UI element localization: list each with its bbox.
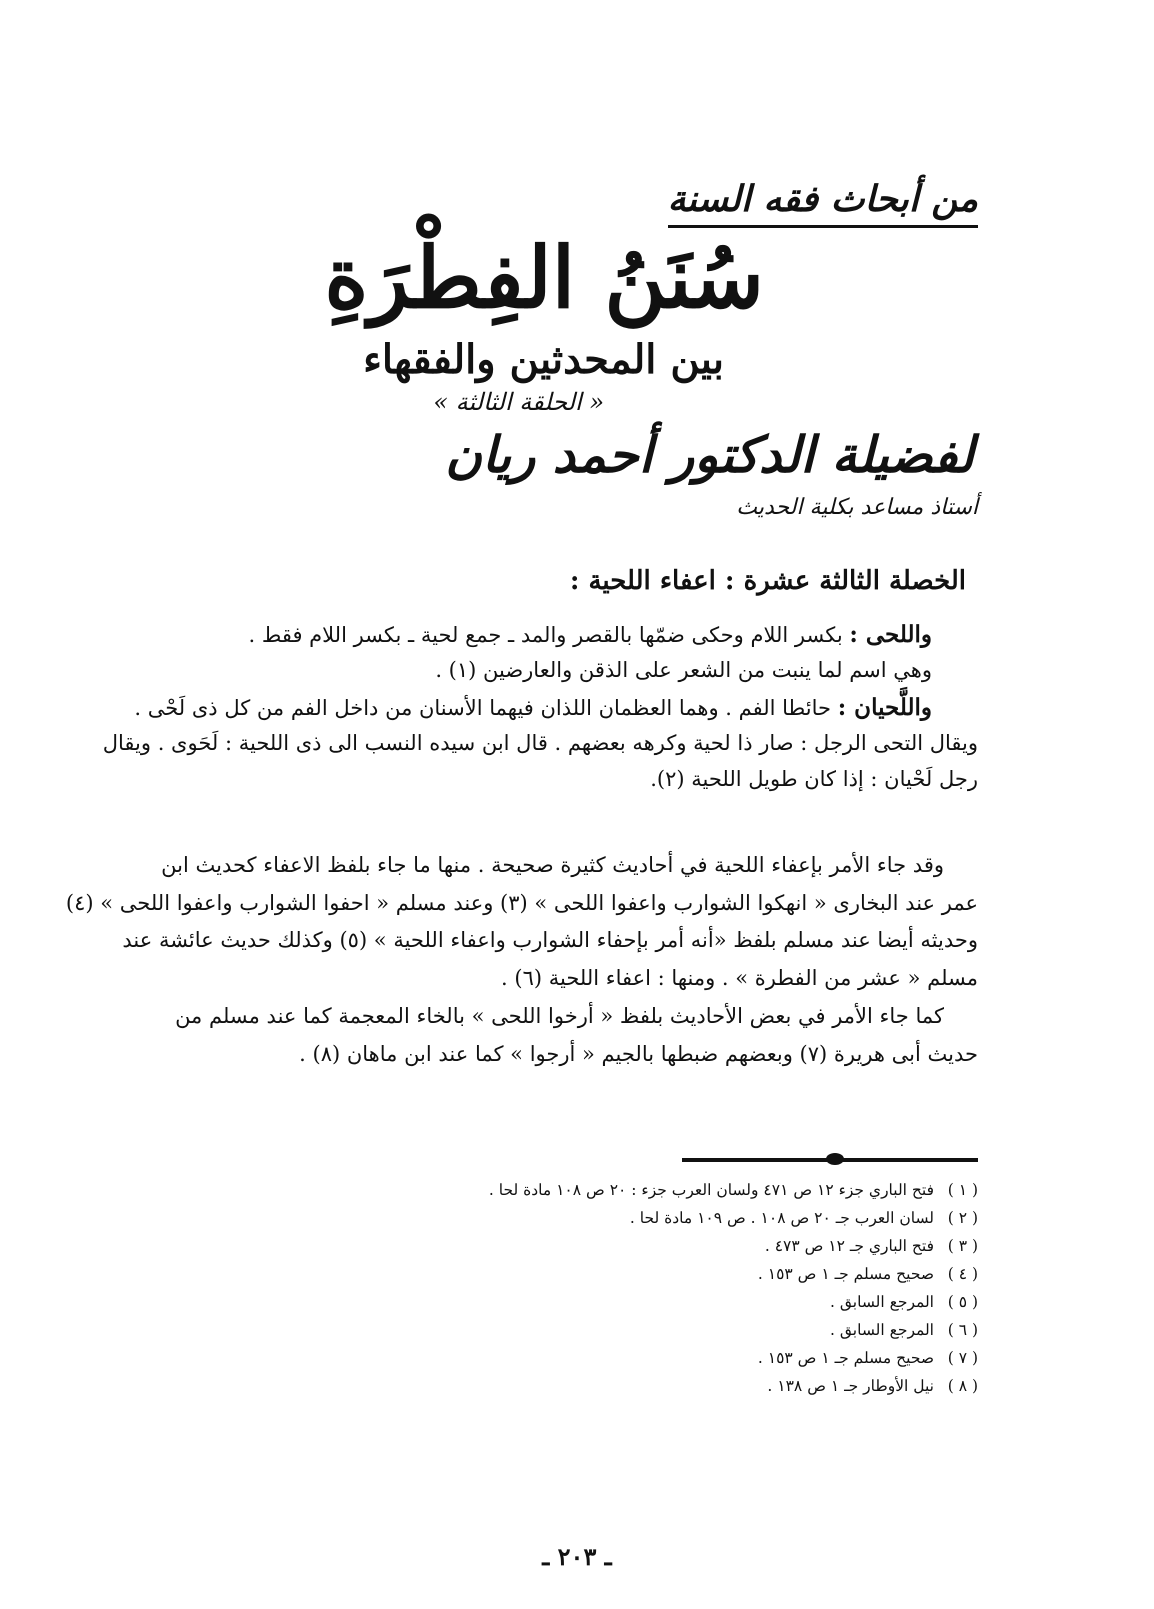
definition-line <box>134 693 932 723</box>
footnote <box>767 1377 978 1396</box>
paragraph-line: وحديثه أيضا عند مسلم بلفظ «أنه أمر بإحفاء الشوارب واعفاء اللحية » (٥) وكذلك حديث عائشة عند <box>122 928 978 952</box>
footnote-text: صحيح مسلم جـ ١ ص ١٥٣ . <box>757 1349 934 1367</box>
footnote-text: المرجع السابق . <box>830 1293 934 1311</box>
footnote-number: ( ٨ ) <box>947 1377 978 1395</box>
footnote-number: ( ٦ ) <box>947 1321 978 1339</box>
footnote-text: فتح الباري جـ ١٢ ص ٤٧٣ . <box>764 1237 934 1255</box>
footnote-number: ( ٤ ) <box>947 1265 978 1283</box>
footnote-number: ( ١ ) <box>947 1181 978 1199</box>
footnote <box>765 1237 978 1256</box>
footnote <box>830 1321 978 1340</box>
article-subtitle: بين المحدثين والفقهاء <box>363 336 724 383</box>
paragraph-line: كما جاء الأمر في بعض الأحاديث بلفظ « أرخوا اللحى » بالخاء المعجمة كما عند مسلم من <box>175 1004 944 1028</box>
article-title: سُنَنُ الفِطْرَةِ <box>324 228 764 327</box>
footnote-text: فتح الباري جزء ١٢ ص ٤٧١ ولسان العرب جزء : ٢٠ ص ١٠٨ مادة لحا . <box>488 1181 934 1199</box>
footnote-number: ( ٧ ) <box>947 1349 978 1367</box>
footnote-text: لسان العرب جـ ٢٠ ص ١٠٨ . ص ١٠٩ مادة لحا . <box>629 1209 934 1227</box>
series-title: من أبحاث فقه السنة <box>668 178 978 228</box>
definition-text: بكسر اللام وحكى ضمّها بالقصر والمد ـ جمع لحية ـ بكسر اللام فقط . <box>248 623 843 647</box>
author-name: لفضيلة الدكتور أحمد ريان <box>445 425 974 484</box>
installment-label: « الحلقة الثالثة » <box>433 388 604 416</box>
footnote-number: ( ٥ ) <box>947 1293 978 1311</box>
paragraph-line: مسلم « عشر من الفطرة » . ومنها : اعفاء اللحية (٦) . <box>501 966 978 990</box>
section-heading: الخصلة الثالثة عشرة : اعفاء اللحية : <box>569 566 966 596</box>
footnote <box>489 1181 978 1200</box>
footnote <box>630 1209 978 1228</box>
definition-continuation: وهي اسم لما ينبت من الشعر على الذقن والعارضين (١) . <box>435 658 932 682</box>
footnote-number: ( ٣ ) <box>947 1237 978 1255</box>
definition-continuation: رجل لَحْيان : إذا كان طويل اللحية (٢). <box>650 767 978 791</box>
definition-continuation: ويقال التحى الرجل : صار ذا لحية وكرهه بعضهم . قال ابن سيده النسب الى ذى اللحية : لَحَوى . ويقال <box>102 731 978 755</box>
footnote-divider-ornament <box>826 1153 844 1165</box>
page-number: ـ ٢٠٣ ـ <box>542 1542 612 1571</box>
definition-term: واللحى : <box>849 621 932 648</box>
definition-term: واللَّحيان : <box>837 694 932 721</box>
footnote <box>758 1265 978 1284</box>
footnote <box>758 1349 978 1368</box>
footnote-text: صحيح مسلم جـ ١ ص ١٥٣ . <box>757 1265 934 1283</box>
paragraph-line: عمر عند البخارى « انهكوا الشوارب واعفوا اللحى » (٣) وعند مسلم « احفوا الشوارب واعفوا اللحى » (٤) <box>65 891 978 915</box>
definition-text: حائطا الفم . وهما العظمان اللذان فيهما الأسنان من داخل الفم من كل ذى لَحْى . <box>134 696 831 720</box>
footnote-text: المرجع السابق . <box>830 1321 934 1339</box>
footnote-text: نيل الأوطار جـ ١ ص ١٣٨ . <box>767 1377 934 1395</box>
footnote <box>830 1293 978 1312</box>
author-title: أستاذ مساعد بكلية الحديث <box>736 495 978 520</box>
definition-line <box>249 620 932 650</box>
paragraph-line: حديث أبى هريرة (٧) وبعضهم ضبطها بالجيم « أرجوا » كما عند ابن ماهان (٨) . <box>299 1042 978 1066</box>
paragraph-line: وقد جاء الأمر بإعفاء اللحية في أحاديث كثيرة صحيحة . منها ما جاء بلفظ الاعفاء كحديث ابن <box>161 853 944 877</box>
footnote-number: ( ٢ ) <box>947 1209 978 1227</box>
